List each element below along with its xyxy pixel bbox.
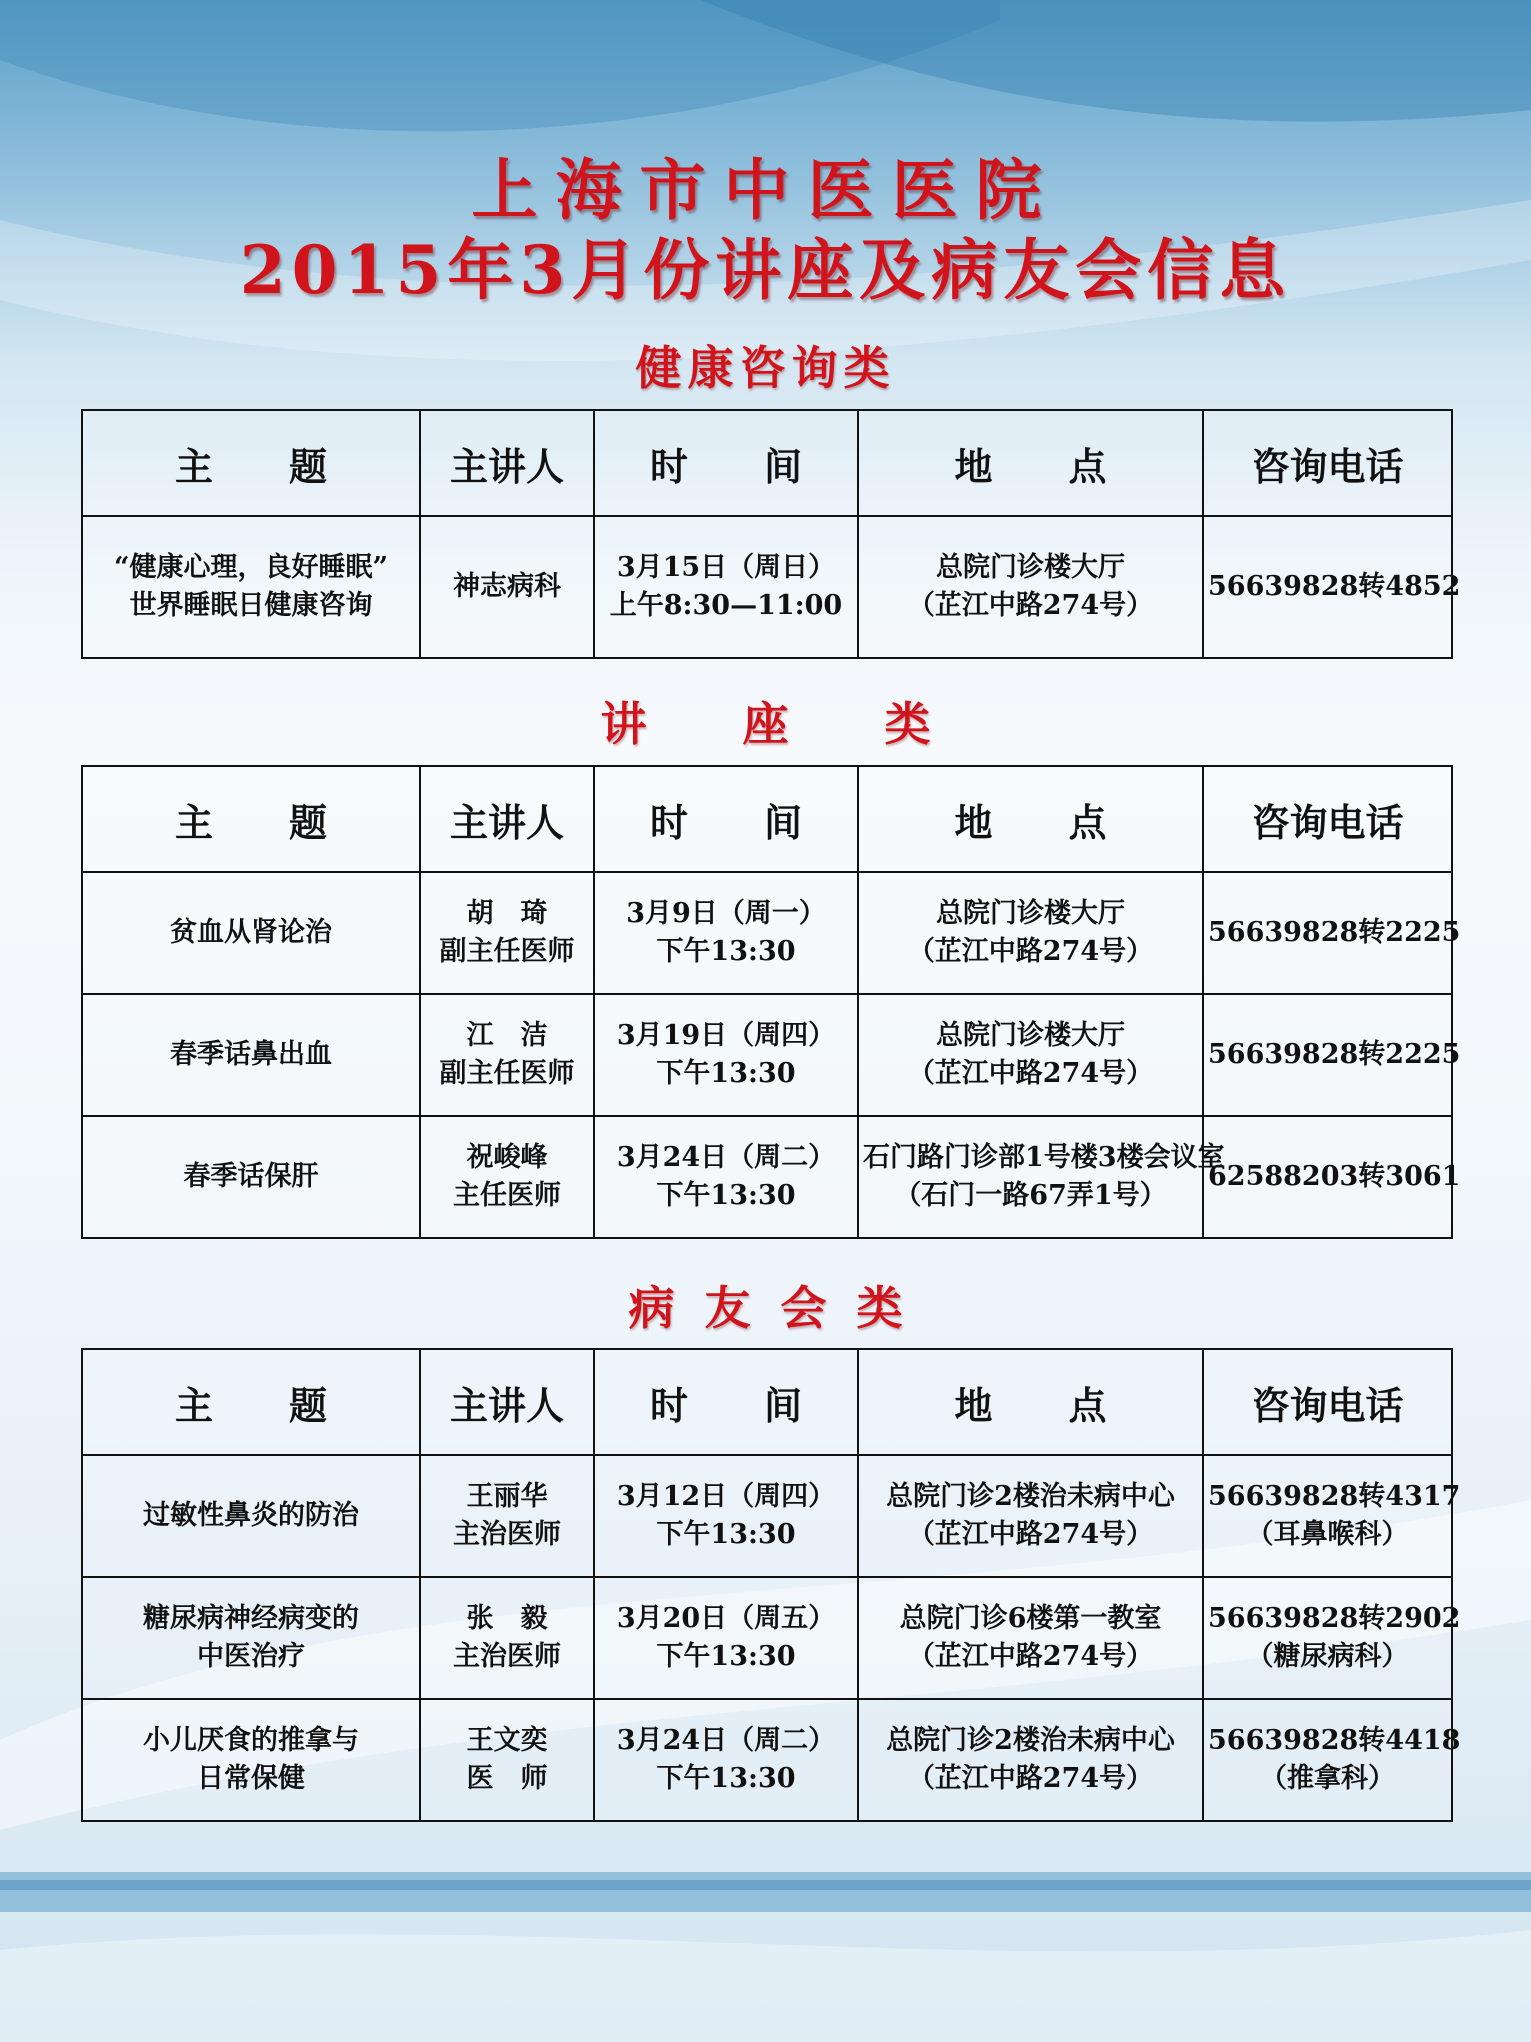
speaker-header: 主讲人	[420, 410, 594, 516]
place-line: 总院门诊楼大厅	[936, 898, 1125, 929]
place-cell	[858, 1699, 1203, 1821]
phone-line: 56639828转2225	[1208, 917, 1461, 948]
time-line: 3月20日（周五）	[616, 1603, 836, 1634]
place-header: 地 点	[858, 1349, 1203, 1455]
place-line: 总院门诊2楼治未病中心	[886, 1481, 1175, 1512]
speaker-header: 主讲人	[420, 766, 594, 872]
topic-cell	[82, 872, 420, 994]
time-line: 下午13:30	[656, 1519, 796, 1550]
topic-line: 春季话保肝	[183, 1161, 319, 1192]
phone-header: 咨询电话	[1203, 410, 1452, 516]
place-line: （芷江中路274号）	[907, 1058, 1154, 1089]
time-header: 时 间	[594, 410, 858, 516]
speaker-cell	[420, 994, 594, 1116]
time-line: 3月15日（周日）	[616, 552, 836, 583]
phone-line: （糖尿病科）	[1246, 1641, 1409, 1672]
time-line: 3月24日（周二）	[616, 1725, 836, 1756]
hospital-name: 上海市中医医院	[471, 151, 1060, 229]
time-line: 3月19日（周四）	[616, 1020, 836, 1051]
lectures-table	[81, 765, 1461, 1239]
topic-line: 中医治疗	[197, 1641, 305, 1672]
place-line: （芷江中路274号）	[907, 590, 1154, 621]
table-row	[82, 1577, 1452, 1699]
time-line: 下午13:30	[656, 1641, 796, 1672]
time-line: 下午13:30	[656, 936, 796, 967]
phone-cell	[1203, 1455, 1461, 1577]
time-cell	[594, 994, 858, 1116]
topic-line: 贫血从肾论治	[170, 917, 332, 948]
phone-header: 咨询电话	[1203, 766, 1452, 872]
time-line: 3月9日（周一）	[626, 898, 826, 929]
phone-line: 56639828转2225	[1208, 1039, 1461, 1070]
section-title-consultation: 健康咨询类	[635, 341, 896, 395]
phone-header: 咨询电话	[1203, 1349, 1452, 1455]
phone-line: （推拿科）	[1260, 1763, 1395, 1794]
speaker-line: 王丽华	[466, 1481, 548, 1512]
phone-cell	[1203, 994, 1461, 1116]
time-cell	[594, 1699, 858, 1821]
topic-header: 主 题	[82, 410, 420, 516]
time-header: 时 间	[594, 766, 858, 872]
time-line: 3月12日（周四）	[616, 1481, 836, 1512]
phone-cell	[1203, 872, 1461, 994]
speaker-header: 主讲人	[420, 1349, 594, 1455]
place-line: 石门路门诊部1号楼3楼会议室	[863, 1142, 1225, 1173]
topic-cell	[82, 1577, 420, 1699]
speaker-line: 神志病科	[453, 571, 561, 602]
topic-line: 糖尿病神经病变的	[143, 1603, 359, 1634]
place-line: （石门一路67弄1号）	[894, 1180, 1167, 1211]
topic-line: 小儿厌食的推拿与	[143, 1725, 359, 1756]
section-title-lectures: 讲 座 类	[600, 697, 971, 751]
poster-subtitle: 2015年3月份讲座及病友会信息	[239, 231, 1292, 309]
place-header: 地 点	[858, 766, 1203, 872]
speaker-cell	[420, 1699, 594, 1821]
table-row	[82, 1116, 1452, 1238]
topic-line: “健康心理，良好睡眠”	[113, 552, 389, 583]
speaker-line: 祝峻峰	[466, 1142, 548, 1173]
speaker-cell	[420, 1455, 594, 1577]
table-header-row	[82, 766, 1452, 872]
time-line: 3月24日（周二）	[616, 1142, 836, 1173]
topic-cell	[82, 516, 420, 658]
patient-groups-table	[81, 1348, 1461, 1822]
place-cell	[858, 994, 1203, 1116]
topic-cell	[82, 1116, 420, 1238]
speaker-line: 胡 琦	[466, 898, 548, 929]
place-cell	[858, 1577, 1203, 1699]
speaker-line: 主治医师	[453, 1519, 561, 1550]
table-header-row	[82, 1349, 1452, 1455]
table-row	[82, 516, 1452, 658]
speaker-line: 主治医师	[453, 1641, 561, 1672]
speaker-line: 副主任医师	[439, 936, 575, 967]
phone-line: 56639828转4418	[1208, 1725, 1461, 1756]
speaker-cell	[420, 872, 594, 994]
place-line: （芷江中路274号）	[907, 1519, 1154, 1550]
phone-cell	[1203, 1699, 1461, 1821]
place-line: （芷江中路274号）	[907, 936, 1154, 967]
place-line: （芷江中路274号）	[907, 1641, 1154, 1672]
place-line: 总院门诊6楼第一教室	[899, 1603, 1162, 1634]
table-row	[82, 1455, 1452, 1577]
speaker-cell	[420, 516, 594, 658]
table-header-row	[82, 410, 1452, 516]
speaker-line: 江 洁	[466, 1020, 548, 1051]
phone-line: 56639828转4317	[1208, 1481, 1461, 1512]
topic-cell	[82, 1699, 420, 1821]
time-line: 下午13:30	[656, 1763, 796, 1794]
speaker-line: 王文奕	[466, 1725, 548, 1756]
place-header: 地 点	[858, 410, 1203, 516]
phone-line: 56639828转2902	[1208, 1603, 1461, 1634]
place-cell	[858, 516, 1203, 658]
speaker-line: 医 师	[466, 1763, 548, 1794]
topic-line: 春季话鼻出血	[170, 1039, 332, 1070]
time-line: 下午13:30	[656, 1180, 796, 1211]
place-cell	[858, 872, 1203, 994]
phone-cell	[1203, 516, 1461, 658]
time-line: 下午13:30	[656, 1058, 796, 1089]
topic-line: 日常保健	[197, 1763, 305, 1794]
place-line: （芷江中路274号）	[907, 1763, 1154, 1794]
place-line: 总院门诊楼大厅	[936, 1020, 1125, 1051]
topic-line: 世界睡眠日健康咨询	[129, 590, 373, 621]
section-title-patient-groups: 病友会类	[628, 1281, 933, 1335]
time-cell	[594, 1455, 858, 1577]
speaker-cell	[420, 1577, 594, 1699]
phone-cell	[1203, 1577, 1461, 1699]
table-row	[82, 1699, 1452, 1821]
phone-line: 62588203转3061	[1208, 1161, 1461, 1192]
topic-header: 主 题	[82, 1349, 420, 1455]
time-line: 上午8:30—11:00	[609, 590, 843, 621]
speaker-cell	[420, 1116, 594, 1238]
table-row	[82, 994, 1452, 1116]
table-row	[82, 872, 1452, 994]
topic-line: 过敏性鼻炎的防治	[143, 1500, 359, 1531]
speaker-line: 主任医师	[453, 1180, 561, 1211]
place-line: 总院门诊2楼治未病中心	[886, 1725, 1175, 1756]
speaker-line: 副主任医师	[439, 1058, 575, 1089]
time-cell	[594, 1116, 858, 1238]
time-cell	[594, 1577, 858, 1699]
topic-cell	[82, 1455, 420, 1577]
poster-header	[0, 150, 1531, 310]
consultation-table	[81, 409, 1461, 659]
time-cell	[594, 516, 858, 658]
place-cell	[858, 1116, 1225, 1238]
phone-cell	[1203, 1116, 1461, 1238]
phone-line: 56639828转4852	[1208, 571, 1461, 602]
topic-header: 主 题	[82, 766, 420, 872]
time-cell	[594, 872, 858, 994]
topic-cell	[82, 994, 420, 1116]
place-cell	[858, 1455, 1203, 1577]
time-header: 时 间	[594, 1349, 858, 1455]
phone-line: （耳鼻喉科）	[1246, 1519, 1409, 1550]
speaker-line: 张 毅	[466, 1603, 548, 1634]
place-line: 总院门诊楼大厅	[936, 552, 1125, 583]
